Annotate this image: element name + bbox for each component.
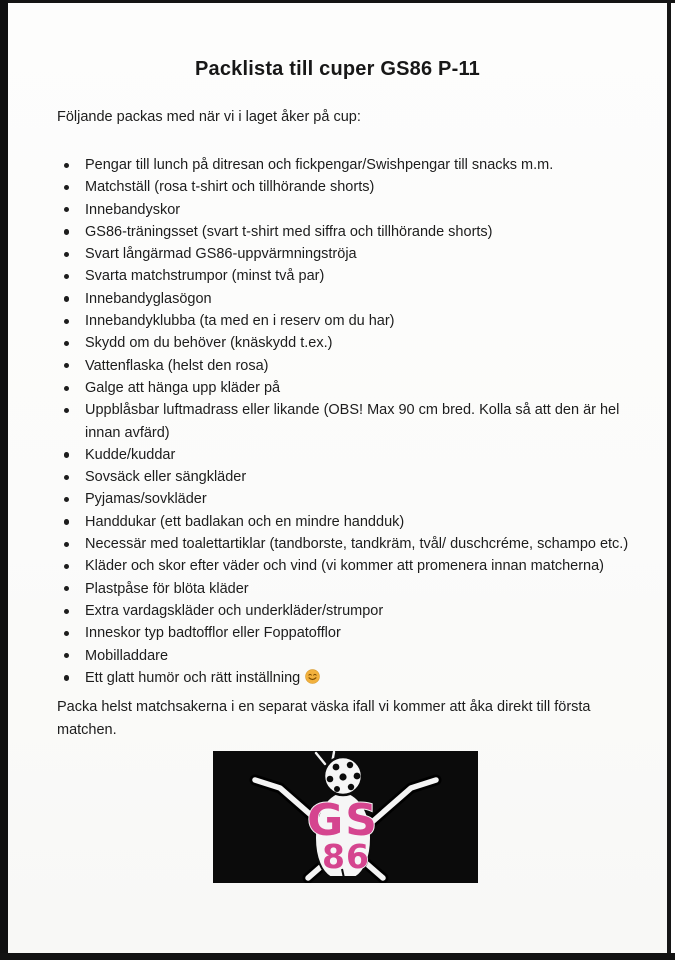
bullet-icon — [62, 555, 85, 577]
bullet-icon — [62, 221, 85, 243]
list-item-text: Sovsäck eller sängkläder — [85, 469, 247, 486]
bullet-icon — [62, 533, 85, 555]
list-item-text: GS86-träningsset (svart t-shirt med siffra och tillhörande shorts) — [85, 223, 493, 240]
bullet-icon — [62, 444, 85, 466]
list-item-text: Plastpåse för blöta kläder — [85, 580, 249, 597]
list-item — [62, 488, 647, 510]
bullet-icon — [62, 355, 85, 377]
list-item-text: Mobilladdare — [85, 647, 169, 664]
list-item — [62, 667, 647, 689]
photo-frame-right-edge — [667, 0, 671, 960]
logo-text-86: 86 — [322, 837, 370, 877]
list-item-text: Svarta matchstrumpor (minst två par) — [85, 268, 325, 285]
list-item — [62, 332, 647, 354]
bullet-icon — [62, 645, 85, 667]
list-item — [62, 645, 647, 667]
list-item-text: Matchställ (rosa t-shirt och tillhörande shorts) — [85, 179, 375, 196]
list-item — [62, 154, 647, 176]
list-item — [62, 310, 647, 332]
gs86-club-logo — [213, 751, 478, 883]
closing-text: Packa helst matchsakerna i en separat väska ifall vi kommer att åka direkt till första matchen. — [57, 699, 591, 738]
list-item-text: Inneskor typ badtofflor eller Foppatofflor — [85, 625, 341, 642]
list-item — [62, 600, 647, 622]
list-item-text: Extra vardagskläder och underkläder/strumpor — [85, 602, 384, 619]
bullet-icon — [62, 265, 85, 287]
list-item — [62, 533, 647, 555]
list-item-text: Innebandyglasögon — [85, 290, 212, 307]
bullet-icon — [62, 332, 85, 354]
intro-text: Följande packas med när vi i laget åker på cup: — [57, 109, 361, 125]
bullet-icon — [62, 154, 85, 176]
list-item-text: Galge att hänga upp kläder på — [85, 379, 281, 396]
list-item-text: Innebandyklubba (ta med en i reserv om du har) — [85, 313, 395, 330]
bullet-icon — [62, 622, 85, 644]
document-page — [8, 3, 667, 953]
list-item — [62, 243, 647, 265]
list-item — [62, 176, 647, 198]
bullet-icon — [62, 488, 85, 510]
packing-list — [62, 154, 647, 689]
list-item — [62, 288, 647, 310]
gs86-logo-graphic — [213, 751, 478, 883]
list-item-text: Innebandyskor — [85, 201, 181, 218]
floorball-ball-icon — [324, 757, 362, 795]
list-item-text: Vattenflaska (helst den rosa) — [85, 357, 269, 374]
list-item — [62, 377, 647, 399]
bullet-icon — [62, 199, 85, 221]
bullet-icon — [62, 511, 85, 533]
list-item-text: Pyjamas/sovkläder — [85, 491, 207, 508]
list-item-text: Handdukar (ett badlakan och en mindre handduk) — [85, 513, 405, 530]
list-item-text: Pengar till lunch på ditresan och fickpengar/Swishpengar till snacks m.m. — [85, 157, 554, 173]
page-title: Packlista till cuper GS86 P-11 — [194, 58, 481, 80]
logo-text-gs: GS — [307, 795, 379, 847]
list-item — [62, 199, 647, 221]
list-item — [62, 578, 647, 600]
list-item — [62, 221, 647, 243]
bullet-icon — [62, 176, 85, 198]
list-item-text: Svart långärmad GS86-uppvärmningströja — [85, 246, 357, 263]
list-item — [62, 265, 647, 287]
list-item — [62, 622, 647, 644]
bullet-icon — [62, 288, 85, 310]
bullet-icon — [62, 399, 85, 421]
list-item — [62, 355, 647, 377]
list-item-text: Kudde/kuddar — [85, 446, 176, 463]
bullet-icon — [62, 310, 85, 332]
photo-frame-bottom-edge — [0, 953, 675, 960]
list-item-text: Ett glatt humör och rätt inställning — [85, 667, 647, 689]
bullet-icon — [62, 600, 85, 622]
list-item-text: Necessär med toalettartiklar (tandborste, tandkräm, tvål/ duschcréme, schampo etc.) — [85, 536, 629, 553]
photo-frame-left-edge — [0, 0, 8, 960]
list-item — [62, 466, 647, 488]
smiling-face-emoji-icon — [305, 669, 320, 684]
bullet-icon — [62, 243, 85, 265]
bullet-icon — [62, 578, 85, 600]
list-item-text: Kläder och skor efter väder och vind (vi kommer att promenera innan matcherna) — [85, 558, 605, 575]
list-item-text: Uppblåsbar luftmadrass eller likande (OBS! Max 90 cm bred. Kolla så att den är hel innan avfärd) — [85, 402, 620, 441]
list-item — [62, 444, 647, 466]
bullet-icon — [62, 667, 85, 689]
list-item — [62, 399, 647, 444]
list-item — [62, 511, 647, 533]
list-item — [62, 555, 647, 577]
list-item-text: Skydd om du behöver (knäskydd t.ex.) — [85, 335, 333, 352]
bullet-icon — [62, 466, 85, 488]
bullet-icon — [62, 377, 85, 399]
